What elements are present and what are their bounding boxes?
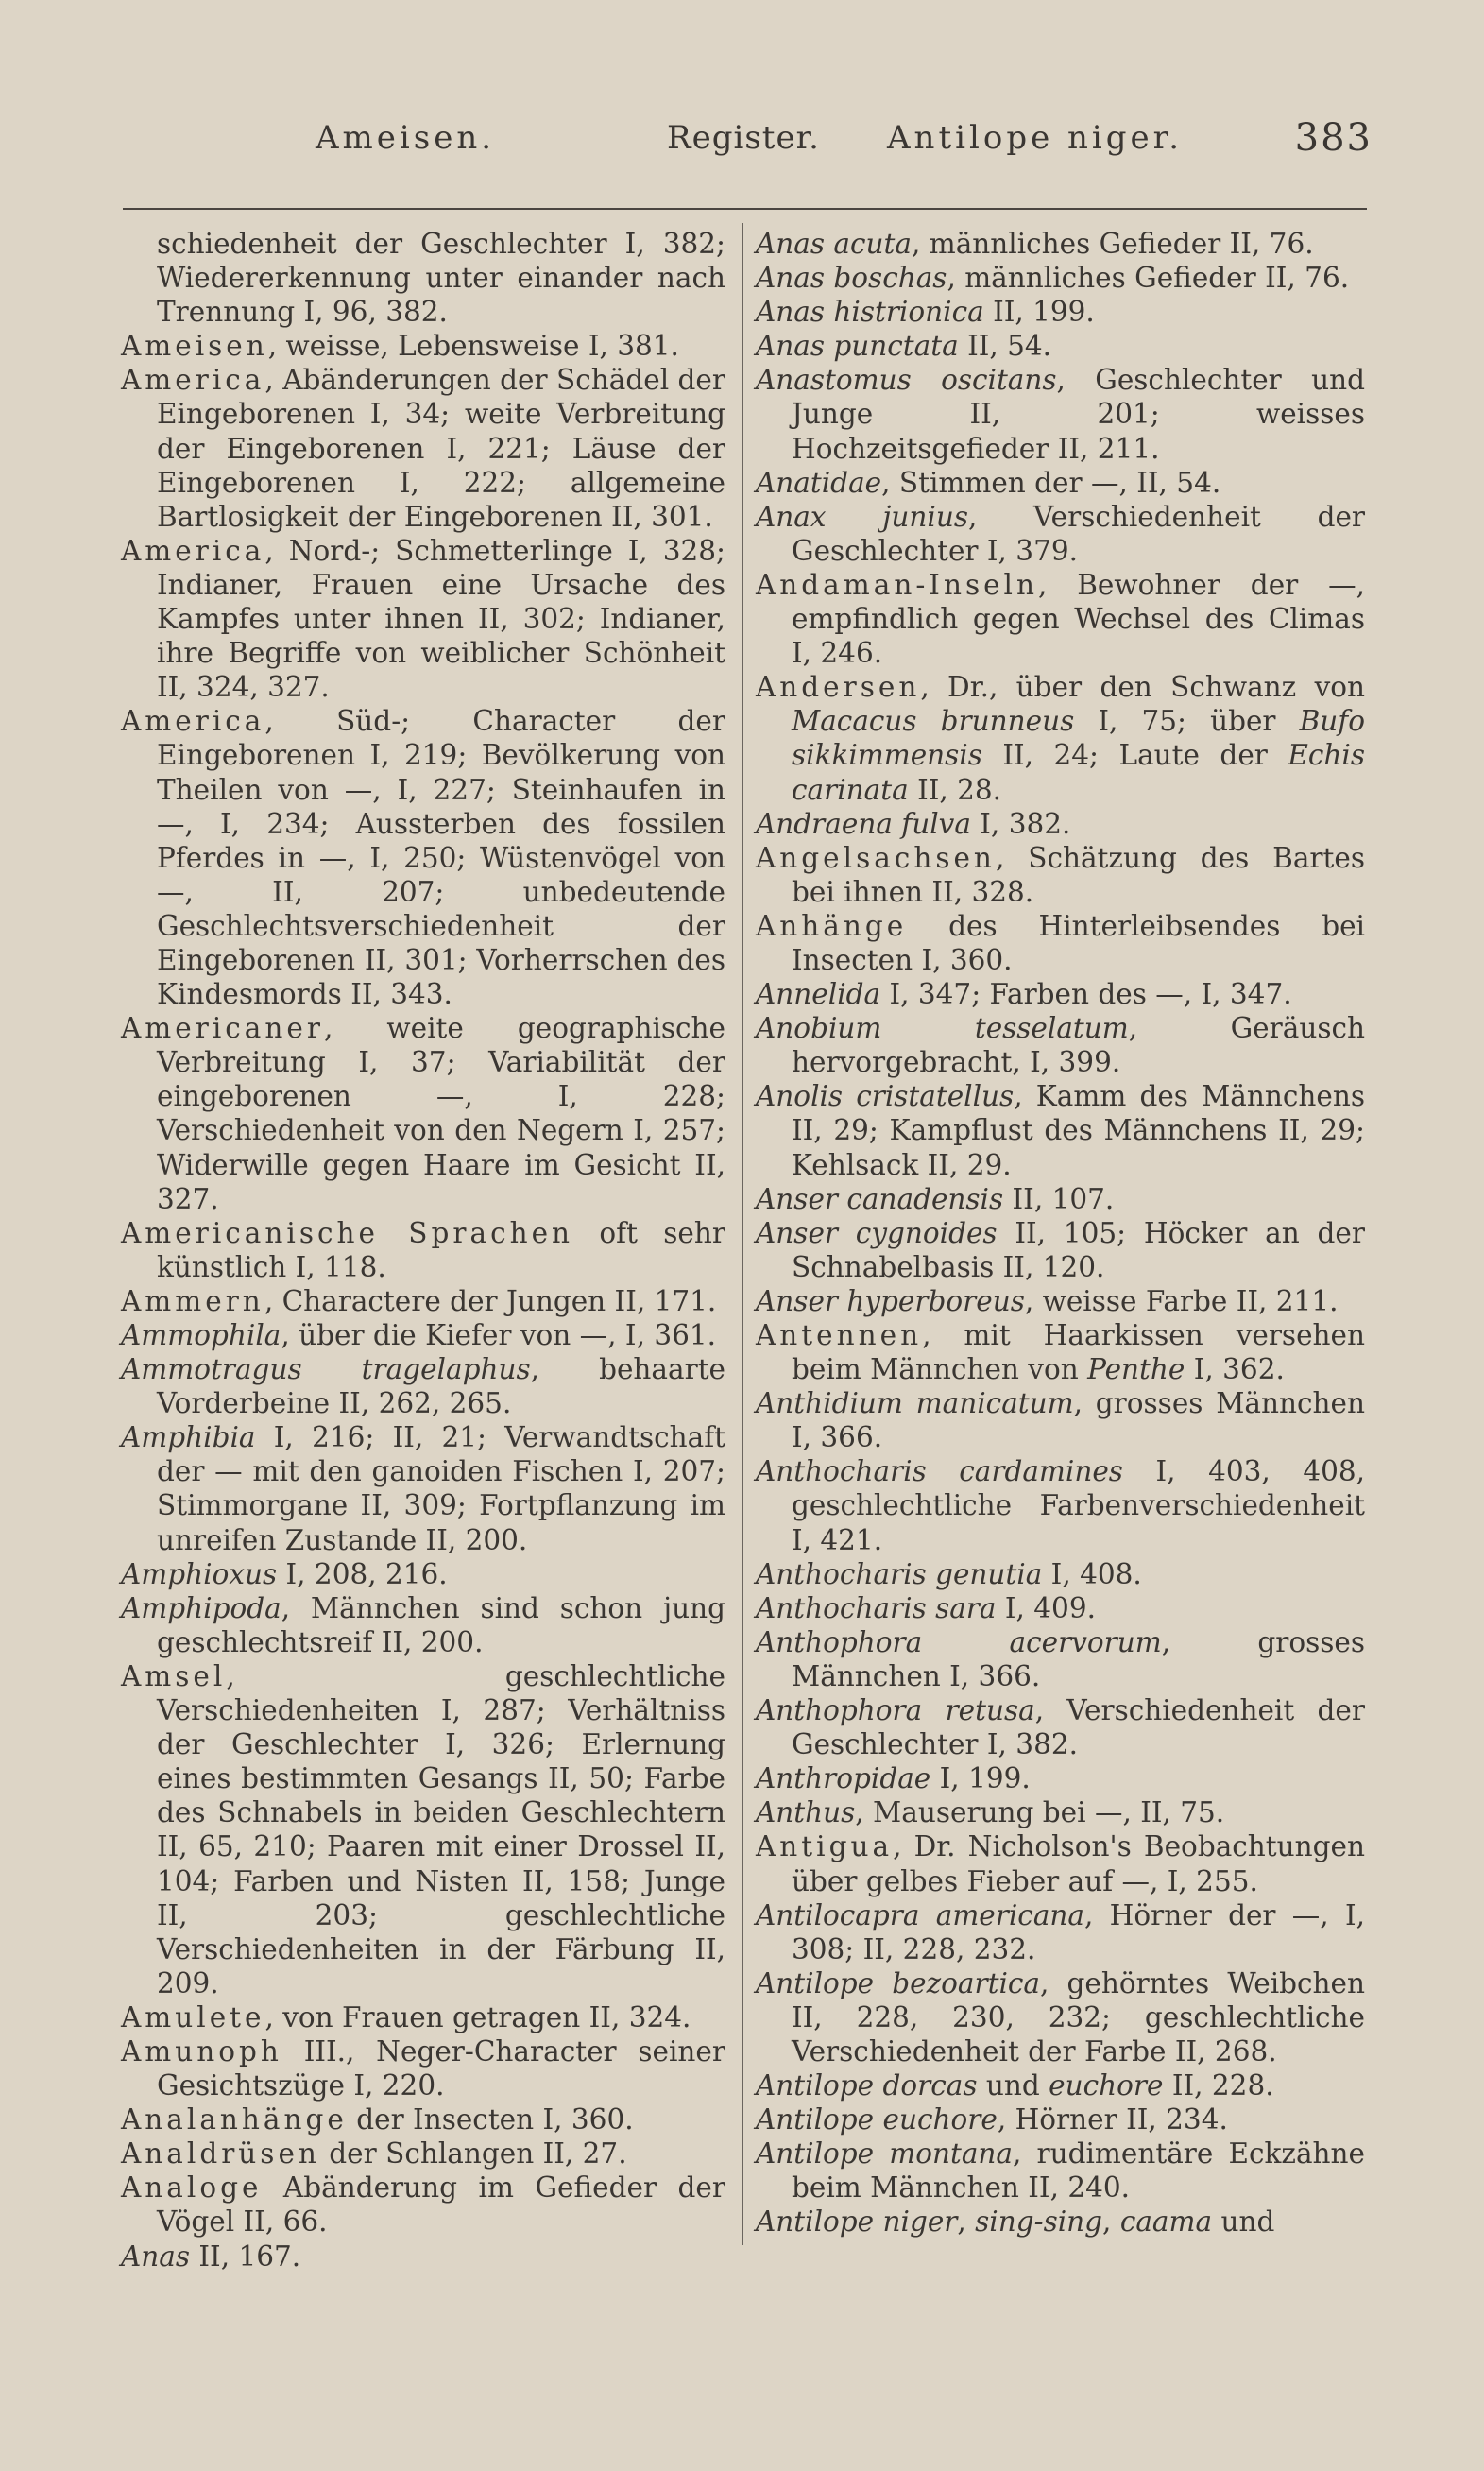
index-entry bbox=[756, 568, 1365, 670]
index-entry bbox=[756, 1795, 1365, 1829]
entry-text: , Geschlechter und Junge II, 201; weisses Hochzeitsgefieder II, 211. bbox=[792, 364, 1365, 465]
index-entry bbox=[756, 1761, 1365, 1795]
entry-text: , Charactere der Jungen II, 171. bbox=[264, 1284, 717, 1317]
index-entry bbox=[121, 329, 725, 363]
index-entry bbox=[756, 1386, 1365, 1454]
index-entry bbox=[756, 1318, 1365, 1386]
index-entry bbox=[756, 1454, 1365, 1556]
index-entry bbox=[756, 2102, 1365, 2136]
index-entry bbox=[756, 1216, 1365, 1284]
entry-text: , Dr., über den Schwanz von bbox=[920, 671, 1365, 704]
entry-keyword: Amulete bbox=[121, 2000, 265, 2033]
entry-keyword: Anhänge bbox=[756, 909, 908, 942]
index-entry bbox=[121, 2000, 725, 2034]
entry-taxon: Antilocapra americana bbox=[756, 1898, 1084, 1931]
index-entry bbox=[121, 2102, 725, 2136]
index-entry bbox=[121, 1659, 725, 2000]
entry-keyword: America bbox=[121, 534, 265, 567]
index-entry bbox=[756, 1898, 1365, 1966]
index-column-left bbox=[121, 227, 725, 2274]
header-right-keyword: Antilope niger. bbox=[887, 119, 1184, 157]
entry-text: , bbox=[957, 2205, 976, 2239]
entry-taxon: caama bbox=[1119, 2205, 1213, 2239]
entry-keyword: Americanische Sprachen bbox=[121, 1216, 574, 1249]
index-entry bbox=[756, 1966, 1365, 2068]
entry-taxon: Anobium tesselatum bbox=[756, 1012, 1129, 1045]
entry-taxon: Anas punctata bbox=[756, 330, 959, 363]
entry-taxon: Anas bbox=[121, 2239, 191, 2273]
index-entry bbox=[756, 1557, 1365, 1591]
entry-taxon: euchore bbox=[1049, 2069, 1164, 2102]
entry-text: , behaarte Vorderbeine II, 262, 265. bbox=[157, 1353, 726, 1420]
entry-taxon: Bufo sikkimmensis bbox=[792, 705, 1365, 772]
entry-text: , weisse, Lebensweise I, 381. bbox=[267, 330, 679, 363]
entry-text: , Geräusch hervorgebracht, I, 399. bbox=[792, 1012, 1365, 1079]
entry-text: , weite geographische Verbreitung I, 37; Variabilität der eingeborenen —, I, 228; Verschiedenheit von den Negern I, 257; Widerwille gegen Haare im Gesicht II, 327. bbox=[157, 1012, 725, 1215]
index-entry bbox=[756, 329, 1365, 363]
entry-text: und bbox=[1212, 2205, 1275, 2239]
index-entry bbox=[756, 2068, 1365, 2102]
entry-taxon: Anthophora retusa bbox=[756, 1694, 1035, 1727]
entry-text: II, 105; Höcker an der Schnabelbasis II, 120. bbox=[792, 1216, 1365, 1283]
entry-text: des Hinterleibsendes bei Insecten I, 360. bbox=[792, 909, 1365, 976]
entry-text: , Schätzung des Bartes bei ihnen II, 328. bbox=[792, 841, 1365, 908]
entry-keyword: Ammern bbox=[121, 1284, 264, 1317]
index-entry bbox=[756, 1829, 1365, 1897]
index-entry bbox=[756, 1693, 1365, 1761]
index-entry bbox=[121, 2034, 725, 2102]
entry-text: oft sehr künstlich I, 118. bbox=[157, 1216, 725, 1283]
entry-text: II, 24; Laute der bbox=[981, 739, 1288, 772]
entry-keyword: Antennen bbox=[756, 1319, 923, 1351]
index-entry bbox=[756, 466, 1365, 500]
entry-text: , rudimentäre Eckzähne beim Männchen II, 240. bbox=[792, 2137, 1365, 2205]
index-entry bbox=[121, 2171, 725, 2239]
entry-text: I, 199. bbox=[930, 1762, 1031, 1795]
entry-text: , von Frauen getragen II, 324. bbox=[264, 2000, 691, 2033]
index-entry bbox=[121, 534, 725, 704]
entry-text: , männliches Gefieder II, 76. bbox=[947, 262, 1350, 295]
entry-text: I, 347; Farben des —, I, 347. bbox=[880, 978, 1292, 1011]
index-entry bbox=[121, 1420, 725, 1556]
index-entry bbox=[121, 2136, 725, 2171]
index-entry bbox=[756, 1591, 1365, 1625]
entry-keyword: Americaner bbox=[121, 1012, 324, 1045]
entry-text: , geschlechtliche Verschiedenheiten I, 287; Verhältniss der Geschlechter I, 326; Erlernung eines bestimmten Gesangs II, 50; Farbe des Schnabels in beiden Geschlechtern II, 65, 210; Paaren mit einer Drossel II, 104; Farben und Nisten II, 158; Junge II, 203; geschlechtliche Verschiedenheiten in der Färbung II, 209. bbox=[157, 1659, 725, 1999]
entry-keyword: America bbox=[121, 364, 265, 397]
entry-text: , weisse Farbe II, 211. bbox=[1024, 1284, 1339, 1317]
index-entry bbox=[756, 977, 1365, 1011]
entry-text: I, 362. bbox=[1185, 1353, 1285, 1386]
entry-taxon: Macacus brunneus bbox=[792, 705, 1075, 738]
entry-text: I, 382. bbox=[970, 807, 1071, 840]
entry-taxon: Anatidae bbox=[756, 466, 882, 499]
entry-text: der Schlangen II, 27. bbox=[319, 2137, 627, 2171]
entry-taxon: Ammotragus tragelaphus bbox=[121, 1353, 531, 1386]
entry-text: I, 403, 408, geschlechtliche Farbenverschiedenheit I, 421. bbox=[792, 1455, 1365, 1556]
entry-taxon: Antilope bezoartica bbox=[756, 1966, 1041, 1999]
index-entry bbox=[756, 227, 1365, 261]
entry-text: , Hörner II, 234. bbox=[997, 2103, 1228, 2136]
entry-taxon: Anas boschas bbox=[756, 262, 947, 295]
entry-text: II, 107. bbox=[1003, 1182, 1115, 1215]
entry-text: I, 408. bbox=[1042, 1557, 1142, 1590]
entry-keyword: Andersen bbox=[756, 671, 921, 704]
entry-text: schiedenheit der Geschlechter I, 382; Wiedererkennung unter einander nach Trennung I, 96, 382. bbox=[157, 228, 725, 329]
index-entry bbox=[121, 1216, 725, 1284]
entry-keyword: Amunoph bbox=[121, 2034, 282, 2068]
index-entry bbox=[756, 261, 1365, 295]
entry-taxon: Anthidium manicatum bbox=[756, 1387, 1074, 1420]
entry-taxon: Annelida bbox=[756, 978, 881, 1011]
entry-text: , Verschiedenheit der Geschlechter I, 379. bbox=[792, 500, 1366, 567]
index-entry bbox=[121, 1352, 725, 1420]
index-entry bbox=[756, 1182, 1365, 1216]
entry-taxon: Ammophila bbox=[121, 1319, 281, 1351]
entry-taxon: Anastomus oscitans bbox=[756, 364, 1057, 397]
entry-text: II, 54. bbox=[958, 330, 1052, 363]
index-entry bbox=[121, 704, 725, 1011]
entry-taxon: Anax junius bbox=[756, 500, 968, 533]
entry-text: , Dr. Nicholson's Beobachtungen über gelbes Fieber auf —, I, 255. bbox=[792, 1830, 1365, 1897]
index-entry bbox=[756, 807, 1365, 841]
index-entry bbox=[756, 909, 1365, 977]
index-entry bbox=[756, 1625, 1365, 1693]
index-entry bbox=[756, 295, 1365, 329]
entry-keyword: America bbox=[121, 705, 265, 738]
index-entry bbox=[756, 1284, 1365, 1318]
entry-text: , männliches Gefieder II, 76. bbox=[911, 228, 1314, 260]
entry-taxon: Anas acuta bbox=[756, 228, 912, 260]
entry-taxon: Amphipoda bbox=[121, 1591, 281, 1624]
index-entry bbox=[756, 2136, 1365, 2205]
entry-text: , Kamm des Männchens II, 29; Kampflust des Männchens II, 29; Kehlsack II, 29. bbox=[792, 1080, 1365, 1181]
index-column-right bbox=[756, 227, 1365, 2239]
entry-keyword: Antigua bbox=[756, 1830, 894, 1863]
entry-taxon: sing-sing bbox=[975, 2205, 1103, 2239]
index-entry bbox=[121, 1318, 725, 1352]
page-number: 383 bbox=[1294, 116, 1373, 160]
entry-keyword: Andaman-Inseln bbox=[756, 568, 1038, 601]
entry-text: I, 216; II, 21; Verwandtschaft der — mit den ganoiden Fischen I, 207; Stimmorgane II, 309; Fortpflanzung im unreifen Zustande II, 200. bbox=[157, 1421, 725, 1556]
header-section-title: Register. bbox=[667, 119, 820, 157]
entry-taxon: Anthocharis sara bbox=[756, 1591, 997, 1624]
entry-text: , gehörntes Weibchen II, 228, 230, 232; geschlechtliche Verschiedenheit der Farbe II, 268. bbox=[792, 1966, 1365, 2068]
header-left-keyword: Ameisen. bbox=[316, 119, 496, 157]
index-entry bbox=[756, 670, 1365, 806]
entry-keyword: Ameisen bbox=[121, 330, 268, 363]
entry-taxon: Anthophora acervorum bbox=[756, 1625, 1162, 1658]
index-entry bbox=[121, 1011, 725, 1216]
entry-text: , über die Kiefer von —, I, 361. bbox=[281, 1319, 717, 1351]
entry-taxon: Penthe bbox=[1087, 1353, 1185, 1386]
header-rule bbox=[123, 208, 1367, 210]
column-divider bbox=[742, 223, 743, 2245]
entry-text: I, 409. bbox=[996, 1591, 1096, 1624]
index-entry bbox=[121, 227, 725, 329]
entry-taxon: Anolis cristatellus bbox=[756, 1080, 1015, 1113]
entry-taxon: Antilope montana bbox=[756, 2137, 1014, 2171]
entry-taxon: Anser hyperboreus bbox=[756, 1284, 1025, 1317]
entry-taxon: Anas histrionica bbox=[756, 296, 984, 329]
index-entry bbox=[756, 1011, 1365, 1079]
entry-text: II, 228. bbox=[1163, 2069, 1274, 2102]
entry-taxon: Antilope euchore bbox=[756, 2103, 998, 2136]
entry-keyword: Analanhänge bbox=[121, 2103, 348, 2136]
entry-text: II, 199. bbox=[983, 296, 1095, 329]
entry-taxon: Antilope niger bbox=[756, 2205, 958, 2239]
entry-taxon: Anthocharis cardamines bbox=[756, 1455, 1123, 1488]
index-entry bbox=[756, 500, 1365, 568]
entry-taxon: Andraena fulva bbox=[756, 807, 971, 840]
entry-text: , Bewohner der —, empfindlich gegen Wechsel des Climas I, 246. bbox=[792, 568, 1365, 670]
index-entry bbox=[756, 2205, 1365, 2239]
index-entry bbox=[756, 1079, 1365, 1181]
running-header bbox=[117, 112, 1373, 164]
index-entry bbox=[121, 2239, 725, 2274]
entry-taxon: Echis carinata bbox=[792, 739, 1365, 806]
entry-text: , Süd-; Character der Eingeborenen I, 219; Bevölkerung von Theilen von —, I, 227; Steinhaufen in —, I, 234; Aussterben des fossilen Pferdes in —, I, 250; Wüstenvögel von —, II, 207; unbedeutende Geschlechtsverschiedenheit der Eingeborenen II, 301; Vorherrschen des Kindesmords II, 343. bbox=[157, 705, 725, 1011]
entry-text: , Mauserung bei —, II, 75. bbox=[855, 1796, 1225, 1829]
entry-taxon: Anser cygnoides bbox=[756, 1216, 998, 1249]
entry-taxon: Anthropidae bbox=[756, 1762, 931, 1795]
entry-text: , Stimmen der —, II, 54. bbox=[881, 466, 1221, 499]
index-entry bbox=[121, 1284, 725, 1318]
entry-text: II, 28. bbox=[908, 773, 1002, 806]
entry-keyword: Analoge bbox=[121, 2171, 263, 2205]
entry-text: , bbox=[1102, 2205, 1120, 2239]
entry-text: III., Neger-Character seiner Gesichtszüge I, 220. bbox=[157, 2034, 725, 2102]
index-entry bbox=[756, 363, 1365, 465]
entry-taxon: Amphibia bbox=[121, 1421, 256, 1454]
entry-text: , Nord-; Schmetterlinge I, 328; Indianer, Frauen eine Ursache des Kampfes unter ihnen II, 302; Indianer, ihre Begriffe von weiblicher Schönheit II, 324, 327. bbox=[157, 534, 725, 704]
entry-text: I, 208, 216. bbox=[277, 1557, 448, 1590]
entry-taxon: Amphioxus bbox=[121, 1557, 278, 1590]
entry-keyword: Analdrüsen bbox=[121, 2137, 320, 2171]
entry-text: , grosses Männchen I, 366. bbox=[792, 1625, 1365, 1692]
entry-text: , mit Haarkissen versehen beim Männchen von bbox=[792, 1319, 1365, 1386]
entry-taxon: Anser canadensis bbox=[756, 1182, 1004, 1215]
entry-text: , Hörner der —, I, 308; II, 228, 232. bbox=[792, 1898, 1365, 1965]
entry-text: , Verschiedenheit der Geschlechter I, 382. bbox=[792, 1694, 1365, 1761]
entry-text: II, 167. bbox=[190, 2239, 301, 2273]
entry-text: der Insecten I, 360. bbox=[347, 2103, 634, 2136]
entry-text: , grosses Männchen I, 366. bbox=[792, 1387, 1365, 1454]
entry-taxon: Anthocharis genutia bbox=[756, 1557, 1043, 1590]
index-entry bbox=[121, 1557, 725, 1591]
entry-text: I, 75; über bbox=[1074, 705, 1300, 738]
entry-text: , Männchen sind schon jung geschlechtsreif II, 200. bbox=[157, 1591, 725, 1658]
entry-keyword: Angelsachsen bbox=[756, 841, 996, 874]
entry-taxon: Anthus bbox=[756, 1796, 856, 1829]
index-entry bbox=[756, 841, 1365, 909]
entry-taxon: Antilope dorcas bbox=[756, 2069, 978, 2102]
entry-text: Abänderung im Gefieder der Vögel II, 66. bbox=[157, 2171, 725, 2239]
index-entry bbox=[121, 1591, 725, 1659]
entry-text: und bbox=[977, 2069, 1049, 2102]
entry-keyword: Amsel bbox=[121, 1659, 227, 1692]
entry-text: , Abänderungen der Schädel der Eingeborenen I, 34; weite Verbreitung der Eingeborenen I, 221; Läuse der Eingeborenen I, 222; allgemeine Bartlosigkeit der Eingeborenen II, 301. bbox=[157, 364, 725, 533]
index-entry bbox=[121, 363, 725, 533]
